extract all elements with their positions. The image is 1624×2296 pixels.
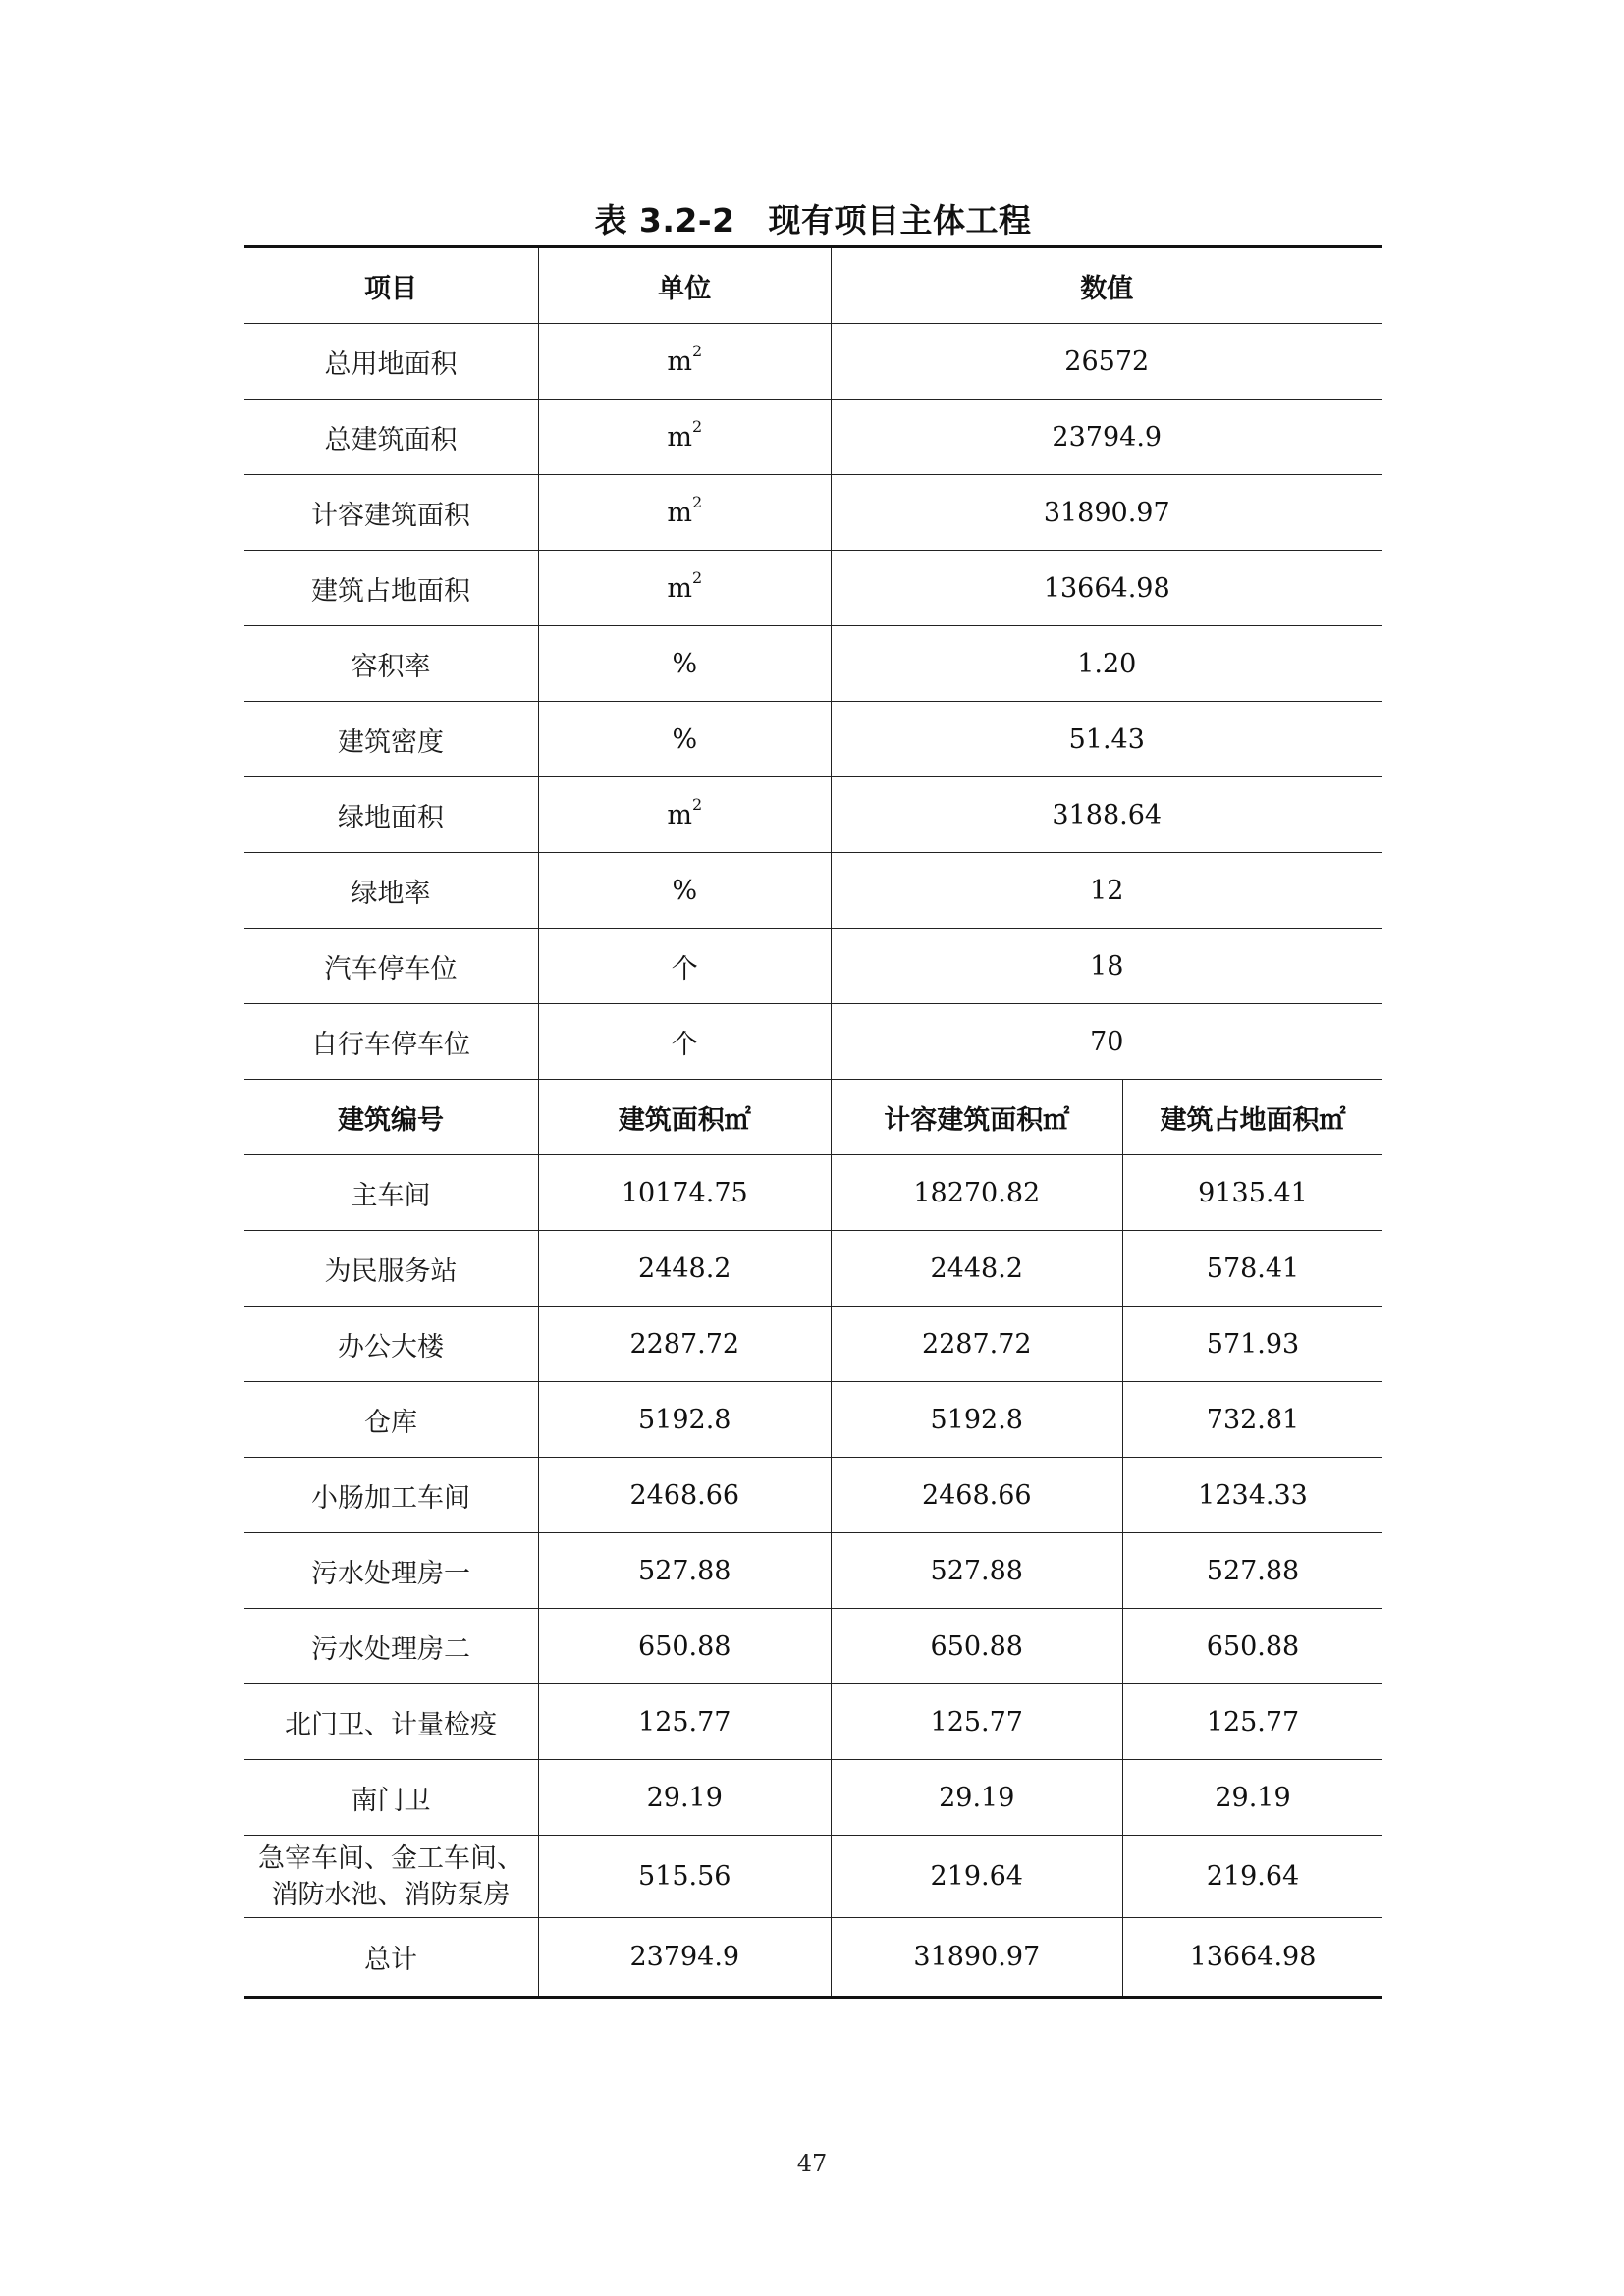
building-name-line: 消防水池、消防泵房 [271,1879,511,1910]
summary-unit [539,929,832,1004]
building-area: 10174.75 [539,1155,832,1231]
building-row [244,1609,1382,1684]
building-footprint: 578.41 [1123,1231,1382,1307]
building-fa-area: 125.77 [831,1684,1123,1760]
building-area: 515.56 [539,1836,832,1918]
buildings-header: 计容建筑面积㎡ [831,1080,1123,1155]
summary-unit [539,777,832,853]
unit-base: % [672,723,698,755]
building-name-line: 急宰车间、金工车间、 [258,1842,523,1874]
total-area: 23794.9 [539,1918,832,1998]
summary-item: 汽车停车位 [244,929,539,1004]
unit-base: 个 [671,1029,698,1060]
building-row [244,1533,1382,1609]
summary-value: 3188.64 [831,777,1382,853]
unit-base: m [667,422,692,453]
unit-base: m [667,347,692,377]
main-engineering-table [244,245,1382,1999]
building-area: 2287.72 [539,1307,832,1382]
building-footprint: 125.77 [1123,1684,1382,1760]
table-number: 表 3.2-2 [594,201,735,240]
building-name: 南门卫 [244,1760,539,1836]
summary-item: 自行车停车位 [244,1004,539,1080]
summary-unit [539,853,832,929]
summary-row [244,626,1382,702]
building-row-multi [244,1836,1382,1918]
unit-base: % [672,875,698,906]
building-fa-area: 2468.66 [831,1458,1123,1533]
building-row [244,1382,1382,1458]
building-name: 为民服务站 [244,1231,539,1307]
header-value: 数值 [831,247,1382,324]
summary-value: 23794.9 [831,400,1382,475]
building-fa-area: 2287.72 [831,1307,1123,1382]
building-row [244,1684,1382,1760]
building-name: 污水处理房一 [244,1533,539,1609]
building-area: 29.19 [539,1760,832,1836]
summary-unit [539,324,832,400]
summary-item: 建筑占地面积 [244,551,539,626]
unit-superscript: 2 [691,342,703,360]
summary-row [244,400,1382,475]
summary-item: 建筑密度 [244,702,539,777]
building-name [244,1836,539,1918]
building-row [244,1155,1382,1231]
summary-unit [539,551,832,626]
unit-base: m [667,498,692,528]
building-footprint: 650.88 [1123,1609,1382,1684]
total-label: 总计 [244,1918,539,1998]
summary-value: 31890.97 [831,475,1382,551]
unit-superscript: 2 [691,493,703,511]
summary-unit [539,400,832,475]
building-area: 2448.2 [539,1231,832,1307]
header-unit: 单位 [539,247,832,324]
building-row [244,1760,1382,1836]
summary-value: 70 [831,1004,1382,1080]
buildings-header: 建筑面积㎡ [539,1080,832,1155]
summary-row [244,777,1382,853]
building-fa-area: 5192.8 [831,1382,1123,1458]
buildings-header-row [244,1080,1382,1155]
building-area: 5192.8 [539,1382,832,1458]
building-name: 北门卫、计量检疫 [244,1684,539,1760]
building-fa-area: 2448.2 [831,1231,1123,1307]
building-area: 650.88 [539,1609,832,1684]
summary-header-row [244,247,1382,324]
total-footprint: 13664.98 [1123,1918,1382,1998]
building-fa-area: 527.88 [831,1533,1123,1609]
summary-row [244,1004,1382,1080]
summary-item: 总用地面积 [244,324,539,400]
building-footprint: 571.93 [1123,1307,1382,1382]
summary-value: 51.43 [831,702,1382,777]
summary-item: 总建筑面积 [244,400,539,475]
building-footprint: 732.81 [1123,1382,1382,1458]
summary-row [244,853,1382,929]
summary-value: 18 [831,929,1382,1004]
building-name: 主车间 [244,1155,539,1231]
building-row [244,1307,1382,1382]
summary-row [244,475,1382,551]
building-footprint: 9135.41 [1123,1155,1382,1231]
building-fa-area: 29.19 [831,1760,1123,1836]
unit-base: % [672,648,698,679]
summary-row [244,324,1382,400]
unit-superscript: 2 [691,568,703,587]
building-fa-area: 650.88 [831,1609,1123,1684]
summary-row [244,702,1382,777]
building-name: 仓库 [244,1382,539,1458]
summary-item: 绿地面积 [244,777,539,853]
building-area: 527.88 [539,1533,832,1609]
building-row [244,1231,1382,1307]
building-row [244,1458,1382,1533]
table-title [244,196,1382,245]
summary-unit [539,1004,832,1080]
unit-base: m [667,573,692,604]
unit-base: m [667,800,692,830]
summary-item: 容积率 [244,626,539,702]
building-fa-area: 18270.82 [831,1155,1123,1231]
building-name: 小肠加工车间 [244,1458,539,1533]
unit-base: 个 [671,953,698,985]
building-footprint: 527.88 [1123,1533,1382,1609]
total-row [244,1918,1382,1998]
summary-unit [539,475,832,551]
summary-row [244,551,1382,626]
building-area: 125.77 [539,1684,832,1760]
summary-item: 绿地率 [244,853,539,929]
building-name: 污水处理房二 [244,1609,539,1684]
summary-unit [539,702,832,777]
buildings-header: 建筑占地面积㎡ [1123,1080,1382,1155]
summary-value: 26572 [831,324,1382,400]
building-name: 办公大楼 [244,1307,539,1382]
buildings-header: 建筑编号 [244,1080,539,1155]
building-footprint: 219.64 [1123,1836,1382,1918]
header-item: 项目 [244,247,539,324]
unit-superscript: 2 [691,417,703,436]
table-caption: 现有项目主体工程 [768,201,1032,240]
summary-value: 1.20 [831,626,1382,702]
summary-row [244,929,1382,1004]
summary-value: 13664.98 [831,551,1382,626]
unit-superscript: 2 [691,795,703,814]
summary-item: 计容建筑面积 [244,475,539,551]
total-fa-area: 31890.97 [831,1918,1123,1998]
building-footprint: 29.19 [1123,1760,1382,1836]
summary-unit [539,626,832,702]
summary-value: 12 [831,853,1382,929]
building-fa-area: 219.64 [831,1836,1123,1918]
building-area: 2468.66 [539,1458,832,1533]
building-footprint: 1234.33 [1123,1458,1382,1533]
page-number: 47 [796,2150,828,2177]
